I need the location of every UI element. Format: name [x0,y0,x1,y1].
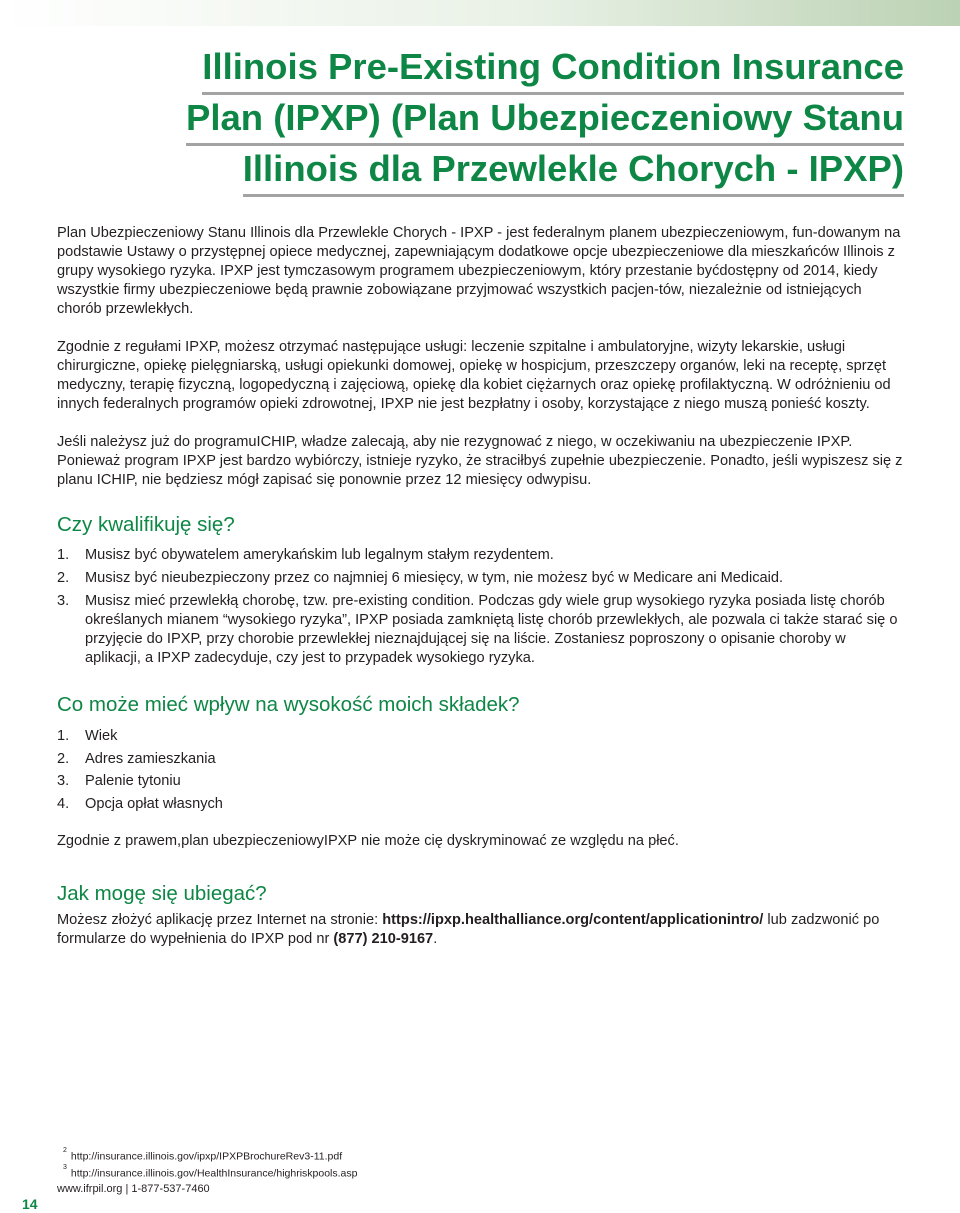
application-url-link[interactable]: https://ipxp.healthalliance.org/content/applicationintro/ [382,912,764,928]
list-item-number: 2. [57,750,70,767]
list-item-number: 1. [57,547,70,563]
premiums-note: Zgodnie z prawem,plan ubezpieczeniowyIPXP nie może cię dyskryminować ze względu na płeć. [57,833,679,849]
list-item [57,793,905,816]
list-item [57,725,905,748]
intro-paragraph-2: Zgodnie z regułami IPXP, możesz otrzymać następujące usługi: leczenie szpitalne i ambulatoryjne, wizyty lekarskie, usługi chirurgiczne, opiekę pielęgniarską, usługi opiekunki domowej, opiekę w hospicjum, przeszczepy organów, leki na receptę, sprzęt medyczny, terapię fizyczną, logopedyczną i zajęciową, opiekę dla kobiet ciężarnych oraz opiekę profilaktyczną. W odróżnieniu od innych federalnych programów opieki zdrowotnej, IPXP nie jest bezpłatny i osoby, korzystające z niego muszą ponieść koszty. [57,339,891,412]
list-item-text: Palenie tytoniu [85,773,181,789]
list-item [57,569,905,588]
footer-separator: | [125,1183,129,1195]
list-item-text: Opcja opłat własnych [85,795,223,812]
list-item [57,748,905,771]
list-item-number: 4. [57,795,70,812]
title-line-3-text: Illinois dla Przewlekle Chorych - IPXP) [243,146,904,197]
list-item-text: Adres zamieszkania [85,750,216,767]
main-content [57,224,905,949]
title-line-2 [0,95,960,146]
title-line-3 [0,146,960,197]
title-line-1-text: Illinois Pre-Existing Condition Insurance [202,44,904,95]
footnote-link[interactable]: http://insurance.illinois.gov/ipxp/IPXPBrochureRev3-11.pdf [70,1150,343,1163]
list-item-text: Musisz być nieubezpieczony przez co najmniej 6 miesięcy, w tym, nie możesz być w Medicare ani Medicaid. [85,570,784,586]
footer-contact [57,1182,357,1196]
list-item-number: 2. [57,570,70,586]
list-item [57,770,905,793]
apply-heading: Jak mogę się ubiegać? [57,882,267,905]
apply-text-2: lub zadzwonić po formularze do wypełnienia do IPXP pod nr [57,912,880,947]
list-item-number: 3. [57,773,70,789]
apply-text-3: . [433,931,438,947]
intro-paragraph-3: Jeśli należysz już do programuICHIP, władze zalecają, aby nie rezygnować z niego, w oczekiwaniu na ubezpieczenie IPXP. Ponieważ program IPXP jest bardzo wybiórczy, istnieje ryzyko, że straciłbyś zupełnie ubezpieczenie. Ponadto, jeśli wypiszesz się z planu ICHIP, nie będziesz mógł zapisać się ponownie przez 12 miesięcy odwypisu. [57,434,903,488]
footnote-mark: 2 [63,1147,67,1154]
premiums-list [57,725,905,815]
footer-website-link[interactable]: www.ifrpil.org [57,1183,123,1195]
page-title [0,44,960,197]
list-item-text: Musisz być obywatelem amerykańskim lub legalnym stałym rezydentem. [85,547,554,563]
intro-paragraph-1: Plan Ubezpieczeniowy Stanu Illinois dla Przewlekle Chorych - IPXP - jest federalnym planem ubezpieczeniowym, fun-dowanym na podstawie Ustawy o przystępnej opiece medycznej, zapewniającym dodatkowe opcje ubezpieczeniowe dla mieszkańców Illinois z grupy wysokiego ryzyka. IPXP jest tymczasowym programem ubezpieczeniowym, który przestanie byćdostępny od 2014, kiedy wszystkie firmy ubezpieczeniowe będą prawnie zobowiązane przyjmować wszystkich pacjen-tów, niezależnie od istniejących chorób przewlekłych. [57,225,901,317]
apply-text-1: Możesz złożyć aplikację przez Internet na stronie: [57,912,383,928]
page-number: 14 [22,1196,38,1212]
title-line-2-text: Plan (IPXP) (Plan Ubezpieczeniowy Stanu [186,95,904,146]
footnote-3 [57,1164,357,1181]
list-item-text: Musisz mieć przewlekłą chorobę, tzw. pre-existing condition. Podczas gdy wiele grup wysokiego ryzyka posiada listę chorób określanych mianem “wysokiego ryzyka”, IPXP posiada zamkniętą listę chorób przewlekłych, ale pozwala ci także starać się o przyjęcie do IPXP, przy chorobie przewlekłej nieznajdującej się na liście. Zostaniesz poproszony o opisanie choroby w aplikacji, a IPXP zadecyduje, czy jest to przypadek wysokiego ryzyka. [85,593,898,666]
apply-phone-number: (877) 210-9167 [333,931,434,947]
header-gradient-bar [0,0,960,26]
apply-paragraph [57,911,905,949]
title-line-1 [0,44,960,95]
list-item-number: 3. [57,593,70,609]
list-item [57,592,905,668]
footnote-2 [57,1147,357,1164]
qualify-list [57,546,905,668]
footer-phone: 1-877-537-7460 [131,1183,210,1195]
qualify-heading: Czy kwalifikuję się? [57,513,235,536]
list-item-text: Wiek [85,728,118,744]
list-item [57,546,905,565]
footnote-link[interactable]: http://insurance.illinois.gov/HealthInsurance/highriskpools.asp [70,1167,358,1179]
footnote-mark: 3 [63,1163,67,1171]
list-item-number: 1. [57,728,70,744]
footnotes [57,1147,357,1196]
premiums-heading: Co może mieć wpływ na wysokość moich składek? [57,693,520,716]
